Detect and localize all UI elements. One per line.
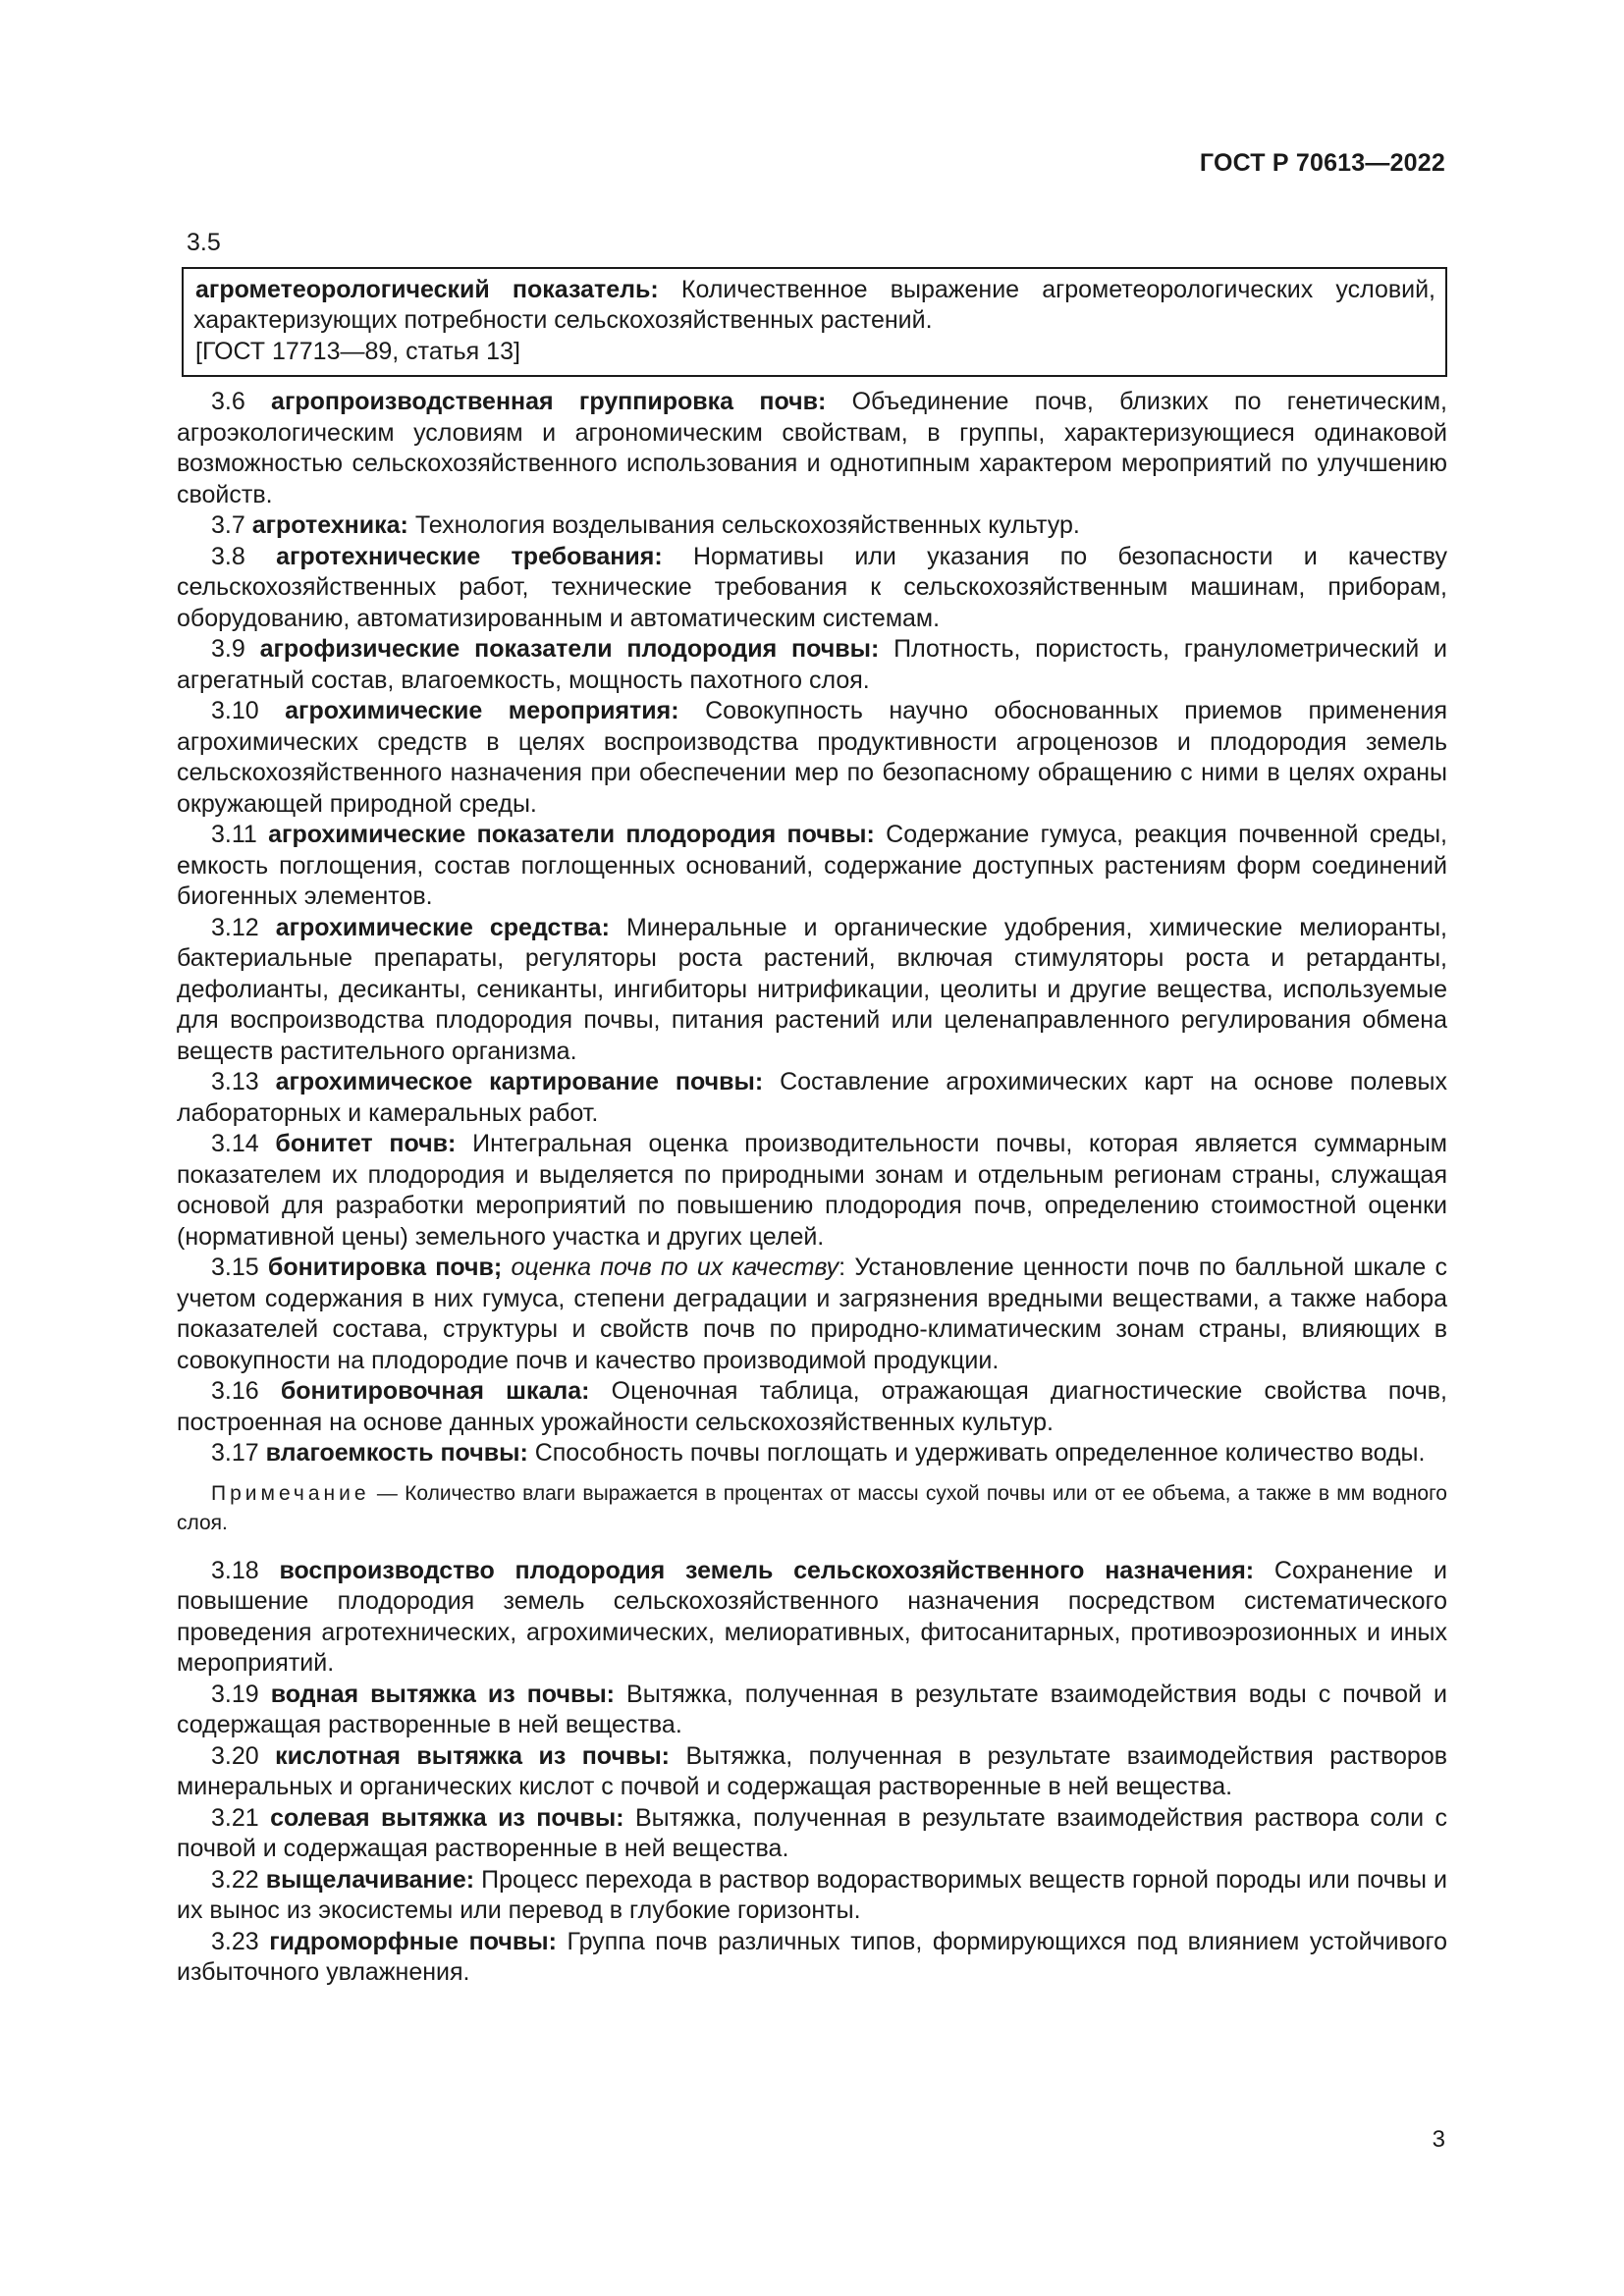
entry-number: 3.16 (211, 1377, 259, 1405)
term: выщелачивание: (265, 1865, 475, 1894)
entry-number: 3.15 (211, 1254, 259, 1281)
term-entry (177, 634, 1447, 696)
term: агрофизические показатели плодородия почвы: (259, 635, 880, 663)
entry-number: 3.11 (211, 821, 257, 848)
term-entry (177, 820, 1447, 913)
quoted-term-frame (182, 267, 1447, 378)
term: бонитировочная шкала: (280, 1377, 590, 1405)
term: солевая вытяжка из почвы: (270, 1803, 624, 1832)
term: гидроморфные почвы: (269, 1927, 557, 1955)
definition: Процесс перехода в раствор водорастворимых веществ горной породы или почвы и их вынос из экосистемы или перевод в глубокие горизонты. (177, 1865, 1448, 1924)
term: водная вытяжка из почвы: (270, 1680, 615, 1708)
term-entry (177, 1438, 1447, 1469)
definition: Нормативы или указания по безопасности и качеству сельскохозяйственных работ, технические требования к сельскохозяйственным машинам, приборам, оборудованию, автоматизированным и автоматическим системам. (177, 542, 1447, 632)
term: агротехнические требования: (276, 542, 663, 570)
page-number: 3 (1432, 2126, 1445, 2153)
definition: Вытяжка, полученная в результате взаимодействия раствора соли с почвой и содержащая растворенные в ней вещества. (177, 1803, 1447, 1862)
term-entry (177, 510, 1447, 542)
term-entry (177, 696, 1447, 820)
definition: Составление агрохимических карт на основе полевых лабораторных и камеральных работ. (177, 1068, 1447, 1127)
term: бонитет почв: (275, 1130, 457, 1157)
term-entry (177, 1927, 1447, 1989)
entry-number: 3.7 (211, 511, 245, 539)
definition: Группа почв различных типов, формирующихся под влиянием устойчивого избыточного увлажнения. (177, 1927, 1447, 1986)
entry-number: 3.20 (211, 1741, 259, 1770)
entry-number: 3.17 (211, 1439, 259, 1467)
term: кислотная вытяжка из почвы: (275, 1741, 671, 1770)
entry-number: 3.19 (211, 1680, 259, 1708)
term-entry (177, 1741, 1447, 1803)
entry-number: 3.10 (211, 697, 259, 724)
term: агропроизводственная группировка почв: (271, 388, 827, 415)
definition: Количественное выражение агрометеорологических условий, характеризующих потребности сельскохозяйственных растений. (193, 275, 1436, 334)
term: агрохимические средства: (275, 913, 610, 941)
entry-number: 3.23 (211, 1927, 259, 1955)
definition: Вытяжка, полученная в результате взаимодействия растворов минеральных и органических кислот с почвой и содержащая растворенные в ней вещества. (177, 1741, 1447, 1800)
term: агрохимические мероприятия: (285, 697, 679, 724)
terms-section (177, 228, 1447, 1989)
term-entry (177, 1865, 1447, 1927)
definition: Минеральные и органические удобрения, химические мелиоранты, бактериальные препараты, регуляторы роста растений, включая стимуляторы роста и ретарданты, дефолианты, десиканты, сениканты, ингибиторы нитрификации, цеолиты и другие вещества, используемые для воспроизводства плодородия почвы, питания растений или целенаправленного регулирования обмена веществ растительного организма. (177, 913, 1447, 1065)
document-header: ГОСТ Р 70613—2022 (1199, 149, 1445, 177)
synonym: оценка почв по их качеству (511, 1254, 839, 1281)
term: воспроизводство плодородия земель сельскохозяйственного назначения: (279, 1556, 1255, 1584)
entry-number: 3.21 (211, 1803, 259, 1832)
definition: Интегральная оценка производительности почвы, которая является суммарным показателем их плодородия и выделяется по природными зонам и отдельным регионам страны, служащая основой для разработки мероприятий по повышению плодородия почв, определению стоимостной оценки (нормативной цены) земельного участка и других целей. (177, 1130, 1447, 1251)
entry-number: 3.22 (211, 1865, 259, 1894)
term-entry (177, 913, 1447, 1068)
definition: Плотность, пористость, гранулометрический и агрегатный состав, влагоемкость, мощность пахотного слоя. (177, 635, 1447, 694)
entry-number: 3.8 (211, 542, 245, 570)
term: агрометеорологический показатель: (195, 275, 659, 303)
term: агрохимическое картирование почвы: (275, 1068, 764, 1095)
term-entry (177, 542, 1447, 635)
term: агротехника: (251, 511, 408, 539)
term: влагоемкость почвы: (265, 1439, 528, 1467)
source-reference: [ГОСТ 17713—89, статья 13] (195, 337, 520, 365)
term-entry (177, 1803, 1447, 1865)
term-entry (177, 1253, 1447, 1376)
definition: Совокупность научно обоснованных приемов применения агрохимических средств в целях воспроизводства продуктивности агроценозов и плодородия земель сельскохозяйственного назначения при обеспечении мер по безопасному обращению с ними в целях охраны окружающей природной среды. (177, 697, 1447, 818)
term-entry (177, 387, 1447, 510)
entry-number: 3.5 (187, 229, 221, 256)
note-text: — Количество влаги выражается в процентах от массы сухой почвы или от ее объема, а также в мм водного слоя. (177, 1481, 1447, 1534)
entry-number: 3.14 (211, 1130, 259, 1157)
frame-term-entry (193, 275, 1435, 337)
entry-number: 3.12 (211, 913, 259, 941)
definition: : Установление ценности почв по балльной шкале с учетом содержания в них гумуса, степени деградации и загрязнения вредными веществами, а также набора показателей состава, структуры и свойств почв по природно-климатическим зонам страны, влияющих в совокупности на плодородие почв и качество производимой продукции. (177, 1254, 1448, 1374)
term: агрохимические показатели плодородия почвы: (268, 821, 875, 848)
note-label: Примечание (211, 1481, 370, 1505)
entry-number: 3.18 (211, 1556, 259, 1584)
entry-number: 3.6 (211, 388, 245, 415)
entry-number: 3.13 (211, 1068, 259, 1095)
note (177, 1479, 1447, 1538)
term-entry (177, 1680, 1447, 1741)
definition: Объединение почв, близких по генетическим, агроэкологическим условиям и агрономическим свойствам, в группы, характеризующиеся одинаковой возможностью сельскохозяйственного использования и однотипным характером мероприятий по улучшению свойств. (177, 388, 1447, 508)
entry-number: 3.9 (211, 635, 245, 663)
definition: Технология возделывания сельскохозяйственных культур. (414, 511, 1080, 539)
definition: Вытяжка, полученная в результате взаимодействия воды с почвой и содержащая растворенные в ней вещества. (177, 1680, 1448, 1738)
definition: Способность почвы поглощать и удерживать определенное количество воды. (534, 1439, 1426, 1467)
term-entry (177, 1067, 1447, 1129)
term-entry (177, 1129, 1447, 1253)
term-entry (177, 1556, 1447, 1680)
definition: Сохранение и повышение плодородия земель сельскохозяйственного назначения посредством систематического проведения агротехнических, агрохимических, мелиоративных, фитосанитарных, противоэрозионных и иных мероприятий. (177, 1556, 1447, 1677)
definition: Содержание гумуса, реакция почвенной среды, емкость поглощения, состав поглощенных оснований, содержание доступных растениям форм соединений биогенных элементов. (177, 821, 1447, 910)
definition: Оценочная таблица, отражающая диагностические свойства почв, построенная на основе данных урожайности сельскохозяйственных культур. (177, 1377, 1447, 1436)
term-entry (177, 1376, 1447, 1438)
term: бонитировка почв; (267, 1254, 503, 1281)
